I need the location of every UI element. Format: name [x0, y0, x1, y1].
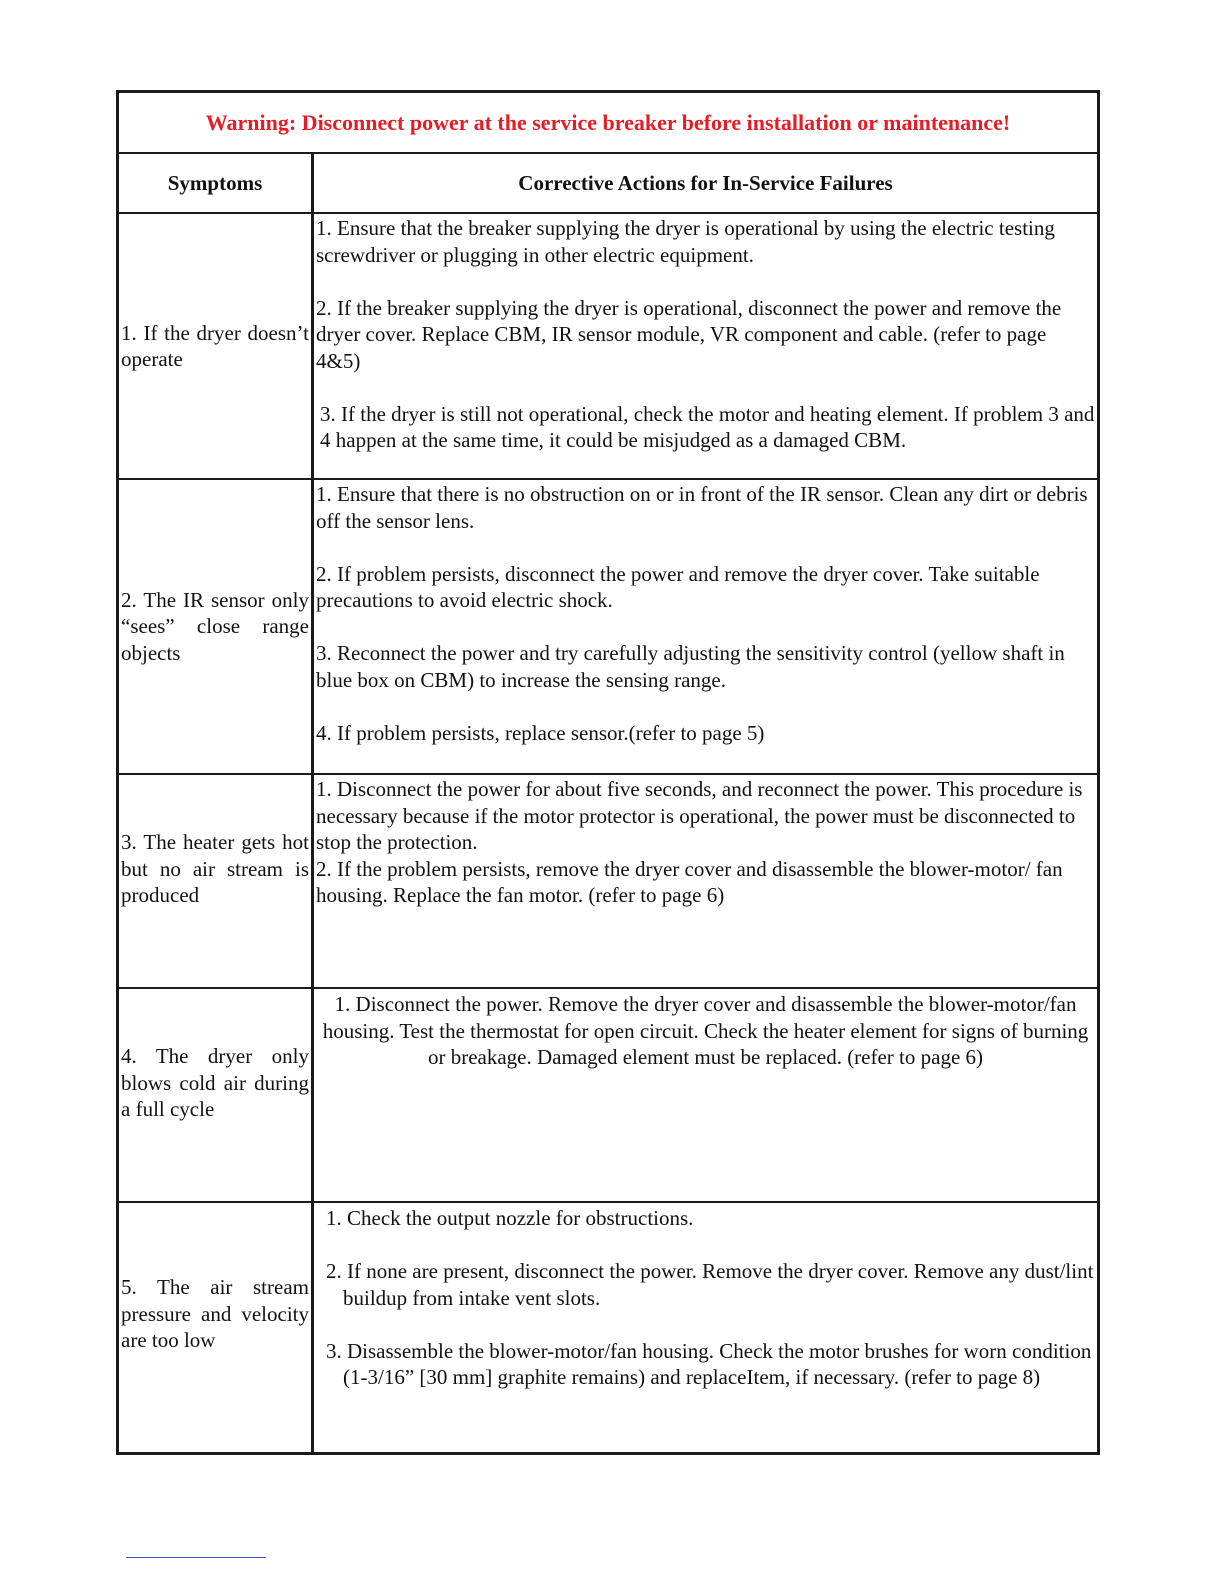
action-item: 3. Disassemble the blower-motor/fan housing. Check the motor brushes for worn condition (1-3/16” [30 mm] graphite remains) and replaceItem, if necessary. (refer to page 8) [326, 1338, 1092, 1389]
symptom-cell [119, 989, 314, 1201]
symptom-cell [119, 480, 314, 773]
action-item: 2. If the breaker supplying the dryer is operational, disconnect the power and remove the dryer cover. Replace CBM, IR sensor module, VR component and cable. (refer to page 4&5) [316, 295, 1062, 373]
action-item: 1. Disconnect the power. Remove the dryer cover and disassemble the blower-motor/fan housing. Test the thermostat for open circuit. Check the heater element for signs of burning or breakage. Damaged element must be replaced. (refer to page 6) [322, 992, 1089, 1069]
symptom-text: 2. The IR sensor only “sees” close range objects [121, 587, 309, 665]
action-item: 4. If problem persists, replace sensor.(refer to page 5) [316, 720, 765, 745]
table-row [119, 480, 1097, 775]
action-item: 1. Ensure that there is no obstruction on or in front of the IR sensor. Clean any dirt or debris off the sensor lens. [316, 482, 1088, 533]
table-row [119, 775, 1097, 989]
action-item: 1. Ensure that the breaker supplying the dryer is operational by using the electric testing screwdriver or plugging in other electric equipment. [316, 216, 1055, 267]
actions-header: Corrective Actions for In-Service Failures [518, 170, 893, 195]
warning-banner [119, 93, 1097, 154]
symptom-text: 1. If the dryer doesn’t operate [121, 320, 309, 371]
warning-text: Warning: Disconnect power at the service breaker before installation or maintenance! [205, 109, 1011, 135]
symptom-text: 4. The dryer only blows cold air during a full cycle [121, 1044, 309, 1121]
action-item: 2. If problem persists, disconnect the power and remove the dryer cover. Take suitable precautions to avoid electric shock. [316, 561, 1040, 612]
symptom-cell [119, 775, 314, 987]
action-item: 3. Reconnect the power and try carefully adjusting the sensitivity control (yellow shaft in blue box on CBM) to increase the sensing range. [316, 641, 1065, 692]
symptom-text: 3. The heater gets hot but no air stream is produced [121, 830, 309, 907]
table-row [119, 989, 1097, 1203]
action-item: 3. If the dryer is still not operational, check the motor and heating element. If problem 3 and 4 happen at the same time, it could be misjudged as a damaged CBM. [320, 401, 1095, 452]
table-header-row [119, 154, 1097, 214]
actions-cell [314, 989, 1097, 1201]
table-row [119, 214, 1097, 480]
action-item: 2. If the problem persists, remove the dryer cover and disassemble the blower-motor/ fan housing. Replace the fan motor. (refer to page 6) [316, 856, 1063, 907]
symptoms-header: Symptoms [119, 154, 314, 212]
symptom-cell [119, 1203, 314, 1452]
troubleshooting-table [116, 90, 1100, 1455]
actions-cell [314, 775, 1097, 987]
action-item: 1. Disconnect the power for about five seconds, and reconnect the power. This procedure is necessary because if the motor protector is operational, the power must be disconnected to stop the protection. [316, 777, 1083, 854]
action-item: 1. Check the output nozzle for obstructions. [326, 1206, 694, 1230]
table-row [119, 1203, 1097, 1452]
footer-underline [126, 1557, 266, 1558]
actions-cell [314, 1203, 1097, 1452]
action-item: 2. If none are present, disconnect the power. Remove the dryer cover. Remove any dust/lint buildup from intake vent slots. [326, 1259, 1094, 1310]
actions-cell [314, 214, 1097, 478]
symptom-text: 5. The air stream pressure and velocity are too low [121, 1275, 309, 1352]
symptom-cell [119, 214, 314, 478]
actions-cell [314, 480, 1097, 773]
